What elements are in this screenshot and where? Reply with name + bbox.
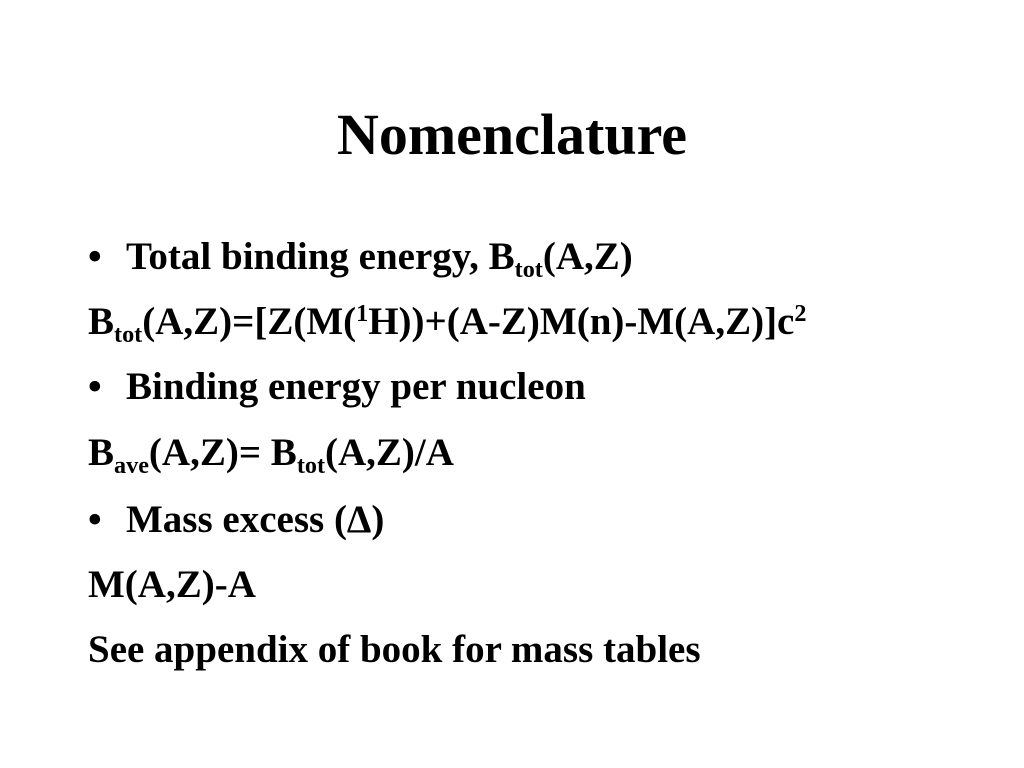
text-segment: Total binding energy, B [126,235,515,278]
formula-average-binding-energy [88,430,454,480]
text-segment: (A,Z) [542,235,633,278]
bullet-binding-energy-per-nucleon [88,364,586,410]
superscript: 1 [356,299,369,327]
text-segment: B [88,300,115,343]
bullet-icon: • [88,235,102,278]
note-appendix: See appendix of book for mass tables [88,628,701,671]
slide-title: Nomenclature [336,102,688,167]
bullet-mass-excess [88,497,384,543]
text-segment: Binding energy per nucleon [126,365,586,408]
subscript: tot [296,452,325,480]
text-segment: H))+(A-Z)M(n)-M(A,Z)]c [368,300,795,343]
text-segment: (A,Z)/A [325,431,454,474]
bullet-icon: • [88,498,102,541]
text-segment: (A,Z)= B [148,431,297,474]
formula-mass-excess: M(A,Z)-A [88,563,256,606]
subscript: tot [514,256,543,284]
superscript: 2 [794,299,807,327]
formula-total-binding-energy [88,299,807,349]
text-segment: Mass excess (Δ) [126,498,385,541]
text-segment: B [88,431,115,474]
bullet-icon: • [88,365,102,408]
bullet-total-binding-energy [88,234,633,284]
subscript: ave [114,452,149,480]
text-segment: (A,Z)=[Z(M( [142,300,357,343]
subscript: tot [114,321,143,349]
